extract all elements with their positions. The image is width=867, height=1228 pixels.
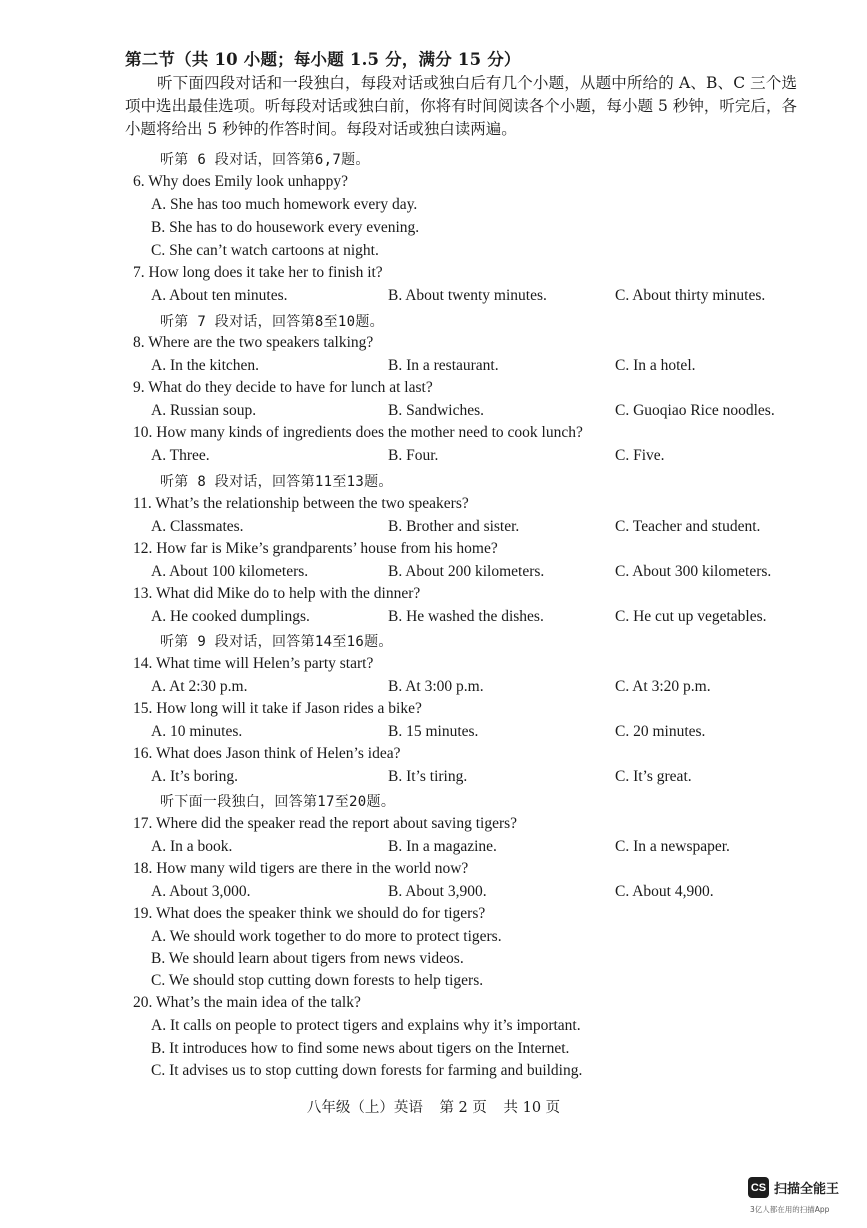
question-9-option-c: C. Guoqiao Rice noodles.	[615, 402, 775, 419]
question-12-option-a: A. About 100 kilometers.	[151, 563, 309, 580]
question-14-option-a: A. At 2:30 p.m.	[151, 678, 248, 695]
question-16: 16. What does Jason think of Helen’s idea?	[133, 745, 401, 762]
question-14-option-b: B. At 3:00 p.m.	[388, 678, 484, 695]
question-16-option-a: A. It’s boring.	[151, 768, 238, 785]
question-7-option-a: A. About ten minutes.	[151, 287, 288, 304]
question-15-option-a: A. 10 minutes.	[151, 723, 243, 740]
question-15-option-c: C. 20 minutes.	[615, 723, 706, 740]
question-8-option-c: C. In a hotel.	[615, 357, 696, 374]
question-13-option-b: B. He washed the dishes.	[388, 608, 544, 625]
question-12-option-b: B. About 200 kilometers.	[388, 563, 545, 580]
question-16-option-c: C. It’s great.	[615, 768, 692, 785]
question-10-option-a: A. Three.	[151, 447, 210, 464]
question-12: 12. How far is Mike’s grandparents’ house from his home?	[133, 540, 498, 557]
question-9-option-b: B. Sandwiches.	[388, 402, 485, 419]
question-9-option-a: A. Russian soup.	[151, 402, 257, 419]
question-17-option-c: C. In a newspaper.	[615, 838, 730, 855]
question-12-option-c: C. About 300 kilometers.	[615, 563, 772, 580]
question-11-option-a: A. Classmates.	[151, 518, 244, 535]
scanner-tagline: 3亿人都在用的扫描App	[750, 1205, 830, 1214]
dialog-9-header: 听第 9 段对话，回答第14至16题。	[160, 634, 393, 650]
question-17: 17. Where did the speaker read the report about saving tigers?	[133, 815, 518, 832]
section-instructions: 听下面四段对话和一段独白，每段对话或独白后有几个小题，从题中所给的 A、B、C 三个选项中选出最佳选项。听每段对话或独白前，你将有时间阅读各个小题，每小题 5 秒钟，听完后，各小题将给出 5 秒钟的作答时间。每段对话或独白读两遍。	[125, 74, 797, 138]
question-19-option-a: A. We should work together to do more to protect tigers.	[151, 928, 502, 945]
question-6-option-c: C. She can’t watch cartoons at night.	[151, 242, 379, 259]
question-15-option-b: B. 15 minutes.	[388, 723, 479, 740]
question-19-option-b: B. We should learn about tigers from news videos.	[151, 950, 464, 967]
question-8-option-b: B. In a restaurant.	[388, 357, 499, 374]
footer-page-number: 第 2 页	[439, 1100, 487, 1116]
question-11-option-b: B. Brother and sister.	[388, 518, 520, 535]
question-18-option-a: A. About 3,000.	[151, 883, 251, 900]
question-7: 7. How long does it take her to finish it?	[133, 264, 383, 281]
question-11-option-c: C. Teacher and student.	[615, 518, 761, 535]
question-19-option-c: C. We should stop cutting down forests to help tigers.	[151, 972, 484, 989]
question-11: 11. What’s the relationship between the two speakers?	[133, 495, 469, 512]
question-20: 20. What’s the main idea of the talk?	[133, 994, 361, 1011]
scanner-app-name: 扫描全能王	[774, 1182, 840, 1197]
monologue-header: 听下面一段独白，回答第17至20题。	[160, 794, 396, 810]
question-17-option-a: A. In a book.	[151, 838, 233, 855]
question-8-option-a: A. In the kitchen.	[151, 357, 260, 374]
dialog-6-header: 听第 6 段对话，回答第6,7题。	[160, 152, 370, 168]
question-18-option-c: C. About 4,900.	[615, 883, 714, 900]
footer-total-pages: 共 10 页	[503, 1100, 561, 1116]
question-13-option-a: A. He cooked dumplings.	[151, 608, 310, 625]
question-16-option-b: B. It’s tiring.	[388, 768, 468, 785]
question-17-option-b: B. In a magazine.	[388, 838, 497, 855]
question-9: 9. What do they decide to have for lunch at last?	[133, 379, 433, 396]
question-18-option-b: B. About 3,900.	[388, 883, 487, 900]
question-7-option-b: B. About twenty minutes.	[388, 287, 547, 304]
question-20-option-b: B. It introduces how to find some news about tigers on the Internet.	[151, 1040, 570, 1057]
question-6-option-a: A. She has too much homework every day.	[151, 196, 418, 213]
question-10: 10. How many kinds of ingredients does the mother need to cook lunch?	[133, 424, 583, 441]
question-20-option-c: C. It advises us to stop cutting down forests for farming and building.	[151, 1062, 583, 1079]
question-6-option-b: B. She has to do housework every evening.	[151, 219, 420, 236]
question-7-option-c: C. About thirty minutes.	[615, 287, 766, 304]
question-19: 19. What does the speaker think we should do for tigers?	[133, 905, 486, 922]
dialog-7-header: 听第 7 段对话，回答第8至10题。	[160, 314, 384, 330]
question-6: 6. Why does Emily look unhappy?	[133, 173, 348, 190]
question-14: 14. What time will Helen’s party start?	[133, 655, 374, 672]
section-title: 第二节（共 10 小题；每小题 1.5 分，满分 15 分）	[125, 50, 521, 69]
question-8: 8. Where are the two speakers talking?	[133, 334, 374, 351]
question-15: 15. How long will it take if Jason rides a bike?	[133, 700, 422, 717]
question-20-option-a: A. It calls on people to protect tigers and explains why it’s important.	[151, 1017, 581, 1034]
question-14-option-c: C. At 3:20 p.m.	[615, 678, 711, 695]
footer-subject: 八年级（上）英语	[306, 1100, 423, 1116]
question-18: 18. How many wild tigers are there in the world now?	[133, 860, 469, 877]
page-footer	[0, 1096, 867, 1117]
question-13: 13. What did Mike do to help with the dinner?	[133, 585, 421, 602]
question-10-option-c: C. Five.	[615, 447, 665, 464]
question-10-option-b: B. Four.	[388, 447, 439, 464]
camscanner-logo-icon: CS	[748, 1177, 769, 1198]
question-13-option-c: C. He cut up vegetables.	[615, 608, 767, 625]
scanner-watermark	[748, 1177, 839, 1198]
dialog-8-header: 听第 8 段对话，回答第11至13题。	[160, 474, 393, 490]
